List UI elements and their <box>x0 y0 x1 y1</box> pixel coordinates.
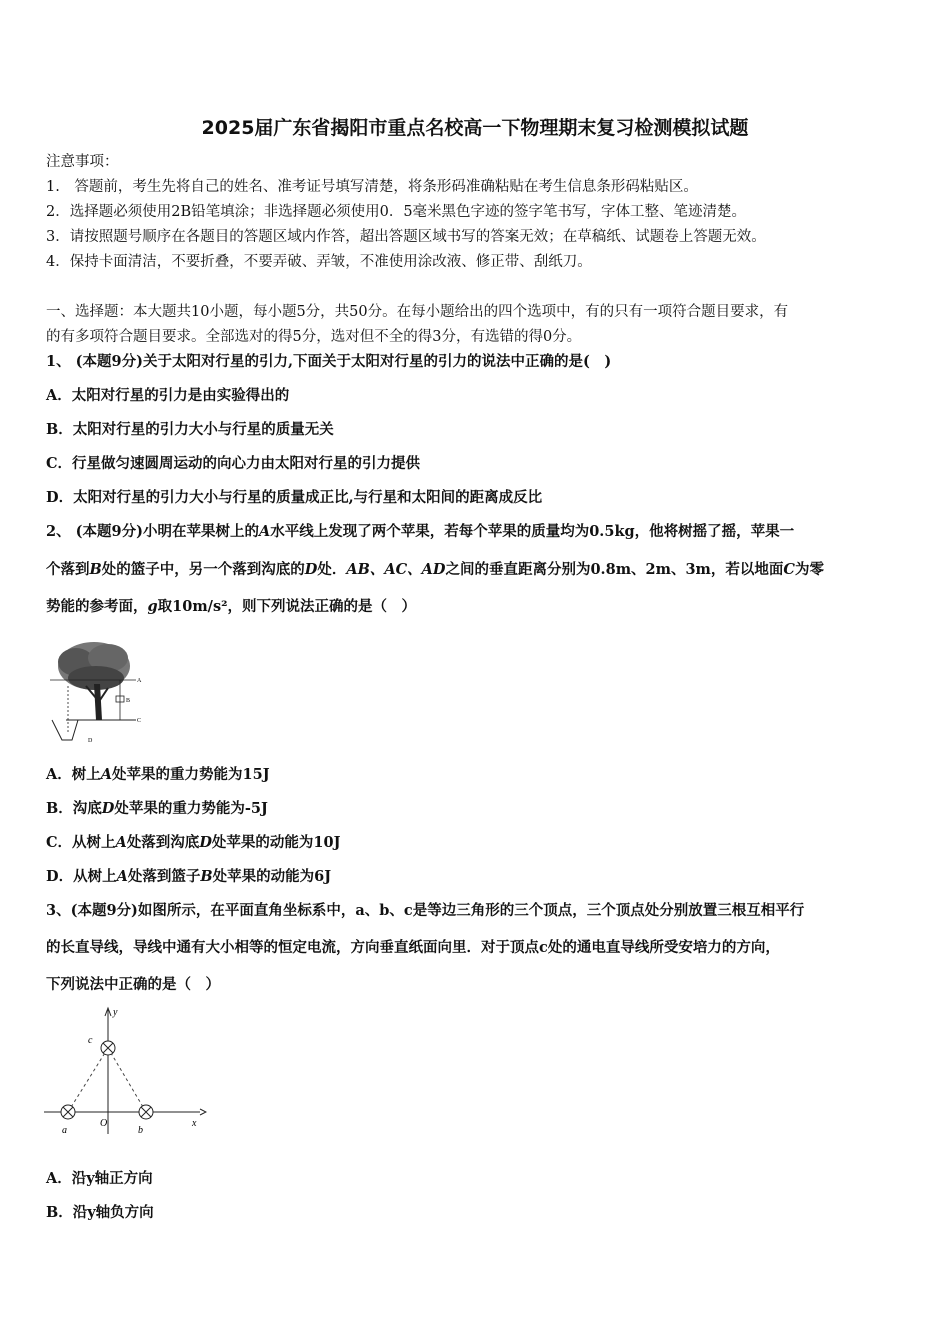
q3-option-a: A．沿y轴正方向 <box>46 1170 153 1187</box>
q2-stem-line-2: 个落到B处的篮子中，另一个落到沟底的D处．AB、AC、AD之间的垂直距离分别为0.8m、2m、3m，若以地面C为零 <box>46 561 824 578</box>
section-intro-line-1: 一、选择题：本大题共10小题，每小题5分，共50分。在每小题给出的四个选项中，有的只有一项符合题目要求，有 <box>46 304 789 320</box>
q1-option-d: D．太阳对行星的引力大小与行星的质量成正比,与行星和太阳间的距离成反比 <box>46 489 543 506</box>
notice-item-3: 3．请按照题号顺序在各题目的答题区域内作答，超出答题区域书写的答案无效；在草稿纸、试题卷上答题无效。 <box>46 229 766 245</box>
section-intro-line-2: 的有多项符合题目要求。全部选对的得5分，选对但不全的得3分，有选错的得0分。 <box>46 329 582 345</box>
q1-option-a: A．太阳对行星的引力是由实验得出的 <box>46 387 290 404</box>
notice-item-1: 1. 答题前，考生先将自己的姓名、准考证号填写清楚，将条形码准确粘贴在考生信息条形码粘贴区。 <box>46 179 698 195</box>
wire-a-icon <box>61 1105 75 1119</box>
q2-option-d: D．从树上A处落到篮子B处苹果的动能为6J <box>46 868 332 885</box>
wire-b-icon <box>139 1105 153 1119</box>
page-title: 2025届广东省揭阳市重点名校高一下物理期末复习检测模拟试题 <box>201 117 749 139</box>
figure-label-c: C <box>137 718 142 724</box>
notice-item-4: 4．保持卡面清洁，不要折叠，不要弄破、弄皱，不准使用涂改液、修正带、刮纸刀。 <box>46 254 592 270</box>
figure-label-d: D <box>88 738 93 744</box>
coordinate-wires-figure <box>42 1002 207 1138</box>
axis-label-y: y <box>113 1007 118 1018</box>
axis-label-x: x <box>192 1118 197 1129</box>
vertex-label-c: c <box>88 1035 93 1046</box>
q2-option-b: B．沟底D处苹果的重力势能为-5J <box>46 800 268 817</box>
notice-item-2: 2．选择题必须使用2B铅笔填涂；非选择题必须使用0．5毫米黑色字迹的签字笔书写，字体工整、笔迹清楚。 <box>46 204 747 220</box>
q2-option-a: A．树上A处苹果的重力势能为15J <box>46 766 270 783</box>
q2-stem-line-3: 势能的参考面，g取10m/s²，则下列说法正确的是（ ） <box>46 598 416 615</box>
q1-option-c: C．行星做匀速圆周运动的向心力由太阳对行星的引力提供 <box>46 455 421 472</box>
notice-heading: 注意事项： <box>46 154 119 170</box>
q1-stem: 1、 (本题9分)关于太阳对行星的引力,下面关于太阳对行星的引力的说法中正确的是( ) <box>46 353 612 370</box>
wire-c-icon <box>101 1041 115 1055</box>
figure-label-b: B <box>126 698 131 704</box>
vertex-label-b: b <box>138 1125 143 1136</box>
q3-stem-line-1: 3、(本题9分)如图所示，在平面直角坐标系中，a、b、c是等边三角形的三个顶点，三个顶点处分别放置三根互相平行 <box>46 902 805 919</box>
q1-option-b: B．太阳对行星的引力大小与行星的质量无关 <box>46 421 334 438</box>
q2-stem-line-1: 2、 (本题9分)小明在苹果树上的A水平线上发现了两个苹果，若每个苹果的质量均为0.5kg，他将树摇了摇，苹果一 <box>46 523 795 540</box>
q3-option-b: B．沿y轴负方向 <box>46 1204 154 1221</box>
origin-label: O <box>100 1118 108 1129</box>
apple-tree-figure <box>46 636 150 746</box>
q2-option-c: C．从树上A处落到沟底D处苹果的动能为10J <box>46 834 341 851</box>
figure-label-a: A <box>137 678 142 684</box>
q3-stem-line-3: 下列说法中正确的是（ ） <box>46 976 220 993</box>
q3-stem-line-2: 的长直导线，导线中通有大小相等的恒定电流，方向垂直纸面向里．对于顶点c处的通电直导线所受安培力的方向， <box>46 939 780 956</box>
vertex-label-a: a <box>62 1125 67 1136</box>
